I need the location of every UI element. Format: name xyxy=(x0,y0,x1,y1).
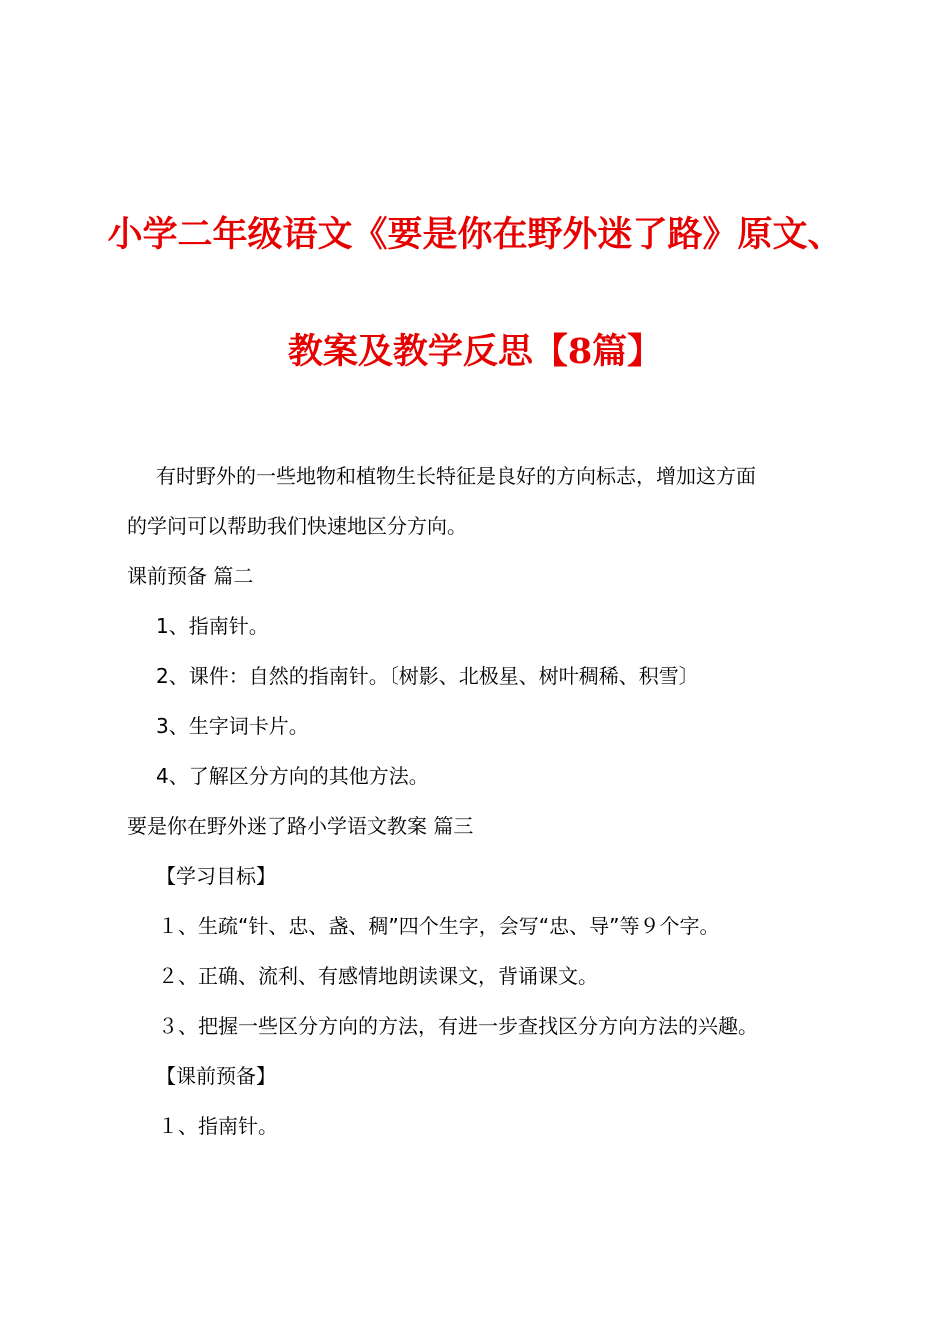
list-item: 4、了解区分方向的其他方法。 xyxy=(156,764,429,788)
section-heading-3: 要是你在野外迷了路小学语文教案 篇三 xyxy=(127,814,474,838)
intro-paragraph-line-2: 的学问可以帮助我们快速地区分方向。 xyxy=(127,514,467,538)
document-title-line-1: 小学二年级语文《要是你在野外迷了路》原文、 xyxy=(107,214,843,255)
list-item: １、指南针。 xyxy=(158,1114,278,1138)
document-title-line-2: 教案及教学反思【8篇】 xyxy=(287,331,663,372)
list-item: １、生疏“针、忠、盏、稠”四个生字，会写“忠、导”等９个字。 xyxy=(158,914,720,938)
list-item: ２、正确、流利、有感情地朗读课文，背诵课文。 xyxy=(158,964,598,988)
list-item: 1、指南针。 xyxy=(156,614,269,638)
goals-heading: 【学习目标】 xyxy=(156,864,276,888)
list-item: ３、把握一些区分方向的方法，有进一步查找区分方向方法的兴趣。 xyxy=(158,1014,758,1038)
prep-heading: 【课前预备】 xyxy=(156,1064,276,1088)
section-heading-2: 课前预备 篇二 xyxy=(127,564,254,588)
list-item: 3、生字词卡片。 xyxy=(156,714,309,738)
intro-paragraph-line-1: 有时野外的一些地物和植物生长特征是良好的方向标志，增加这方面 xyxy=(156,464,756,488)
list-item: 2、课件：自然的指南针。〔树影、北极星、树叶稠稀、积雪〕 xyxy=(156,664,699,688)
